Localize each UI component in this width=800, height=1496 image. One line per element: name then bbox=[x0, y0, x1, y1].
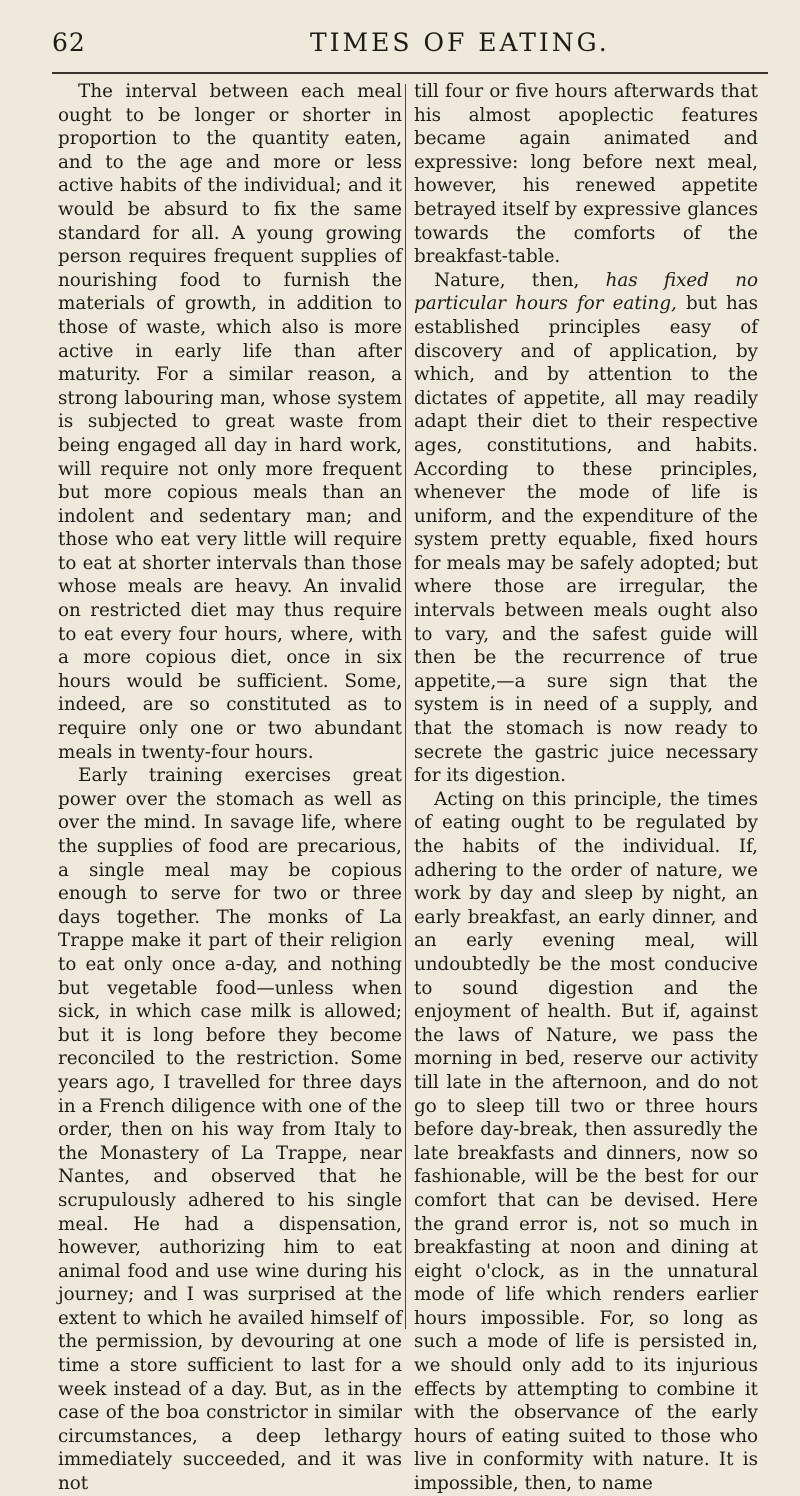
right-column bbox=[414, 80, 759, 1495]
right-paragraph-2 bbox=[414, 269, 758, 788]
page-number: 62 bbox=[52, 28, 86, 57]
running-title: TIMES OF EATING. bbox=[310, 28, 610, 57]
right-paragraph-3: Acting on this principle, the times of eating ought to be regulated by the habits of the individual. If, adhering to the order of nature, we work by day and sleep by night, an early breakfast, an early dinner, and an early evening meal, will undoubtedly be the most conducive to sound digestion and the enjoyment of health. But if, against the laws of Nature, we pass the morning in bed, reserve our activity till late in the afternoon, and do not go to sleep till two or three hours before day-break, then assuredly the late breakfasts and dinners, now so fashionable, will be the best for our comfort that can be devised. Here the grand error is, not so much in breakfasting at noon and dining at eight o'clock, as in the unnatural mode of life which renders earlier hours impossible. For, so long as such a mode of life is persisted in, we should only add to its injurious effects by attempting to combine it with the observance of the early hours of eating suited to those who live in conformity with nature. It is impossible, then, to name bbox=[414, 788, 758, 1495]
left-paragraph-1: The interval between each meal ought to be longer or shorter in proportion to the quantity eaten, and to the age and more or less active habits of the individual; and it would be absurd to fix the same standard for all. A young growing person requires frequent supplies of nourishing food to furnish the materials of growth, in addition to those of waste, which also is more active in early life than after maturity. For a similar reason, a strong labouring man, whose system is subjected to great waste from being engaged all day in hard work, will require not only more frequent but more copious meals than an indolent and sedentary man; and those who eat very little will require to eat at shorter intervals than those whose meals are heavy. An invalid on restricted diet may thus require to eat every four hours, where, with a more copious diet, once in six hours would be sufficient. Some, indeed, are so constituted as to require only one or two abundant meals in twenty-four hours. bbox=[58, 81, 402, 763]
header-rule bbox=[52, 72, 768, 74]
right-paragraph-2-italic: has fixed no particular hours for eating, bbox=[414, 269, 759, 315]
page-header bbox=[52, 22, 752, 62]
right-paragraph-2-lead: Nature, then, bbox=[434, 269, 606, 291]
column-divider bbox=[405, 84, 406, 1329]
left-column bbox=[58, 80, 402, 1495]
right-paragraph-2-rest: but has established principles easy of discovery and of application, by which, and by attention to the dictates of appetite, all may readily adapt their diet to their respective ages, constitutions, and habits. According to these principles, whenever the mode of life is uniform, and the expenditure of the system pretty equable, fixed hours for meals may be safely adopted; but where those are irregular, the intervals between meals ought also to vary, and the safest guide will then be the recurrence of true appetite,—a sure sign that the system is in need of a supply, and that the stomach is now ready to secrete the gastric juice necessary for its digestion. bbox=[414, 293, 758, 787]
left-paragraph-2: Early training exercises great power over the stomach as well as over the mind. In savage life, where the supplies of food are precarious, a single meal may be copious enough to serve for two or three days together. The monks of La Trappe make it part of their religion to eat only once a-day, and nothing but vegetable food—unless when sick, in which case milk is allowed; but it is long before they become reconciled to the restriction. Some years ago, I travelled for three days in a French diligence with one of the order, then on his way from Italy to the Monastery of La Trappe, near Nantes, and observed that he scrupulously adhered to his single meal. He had a dispensation, however, authorizing him to eat animal food and use wine during his journey; and I was surprised at the extent to which he availed himself of the permission, by devouring at one time a store sufficient to last for a week instead of a day. But, as in the case of the boa constrictor in similar circumstances, a deep lethargy immediately succeeded, and it was not bbox=[58, 765, 402, 1495]
right-paragraph-1: till four or five hours afterwards that his almost apoplectic features became again animated and expressive: long before next meal, however, his renewed appetite betrayed itself by expressive glances towards the comforts of the breakfast-table. bbox=[414, 81, 758, 268]
